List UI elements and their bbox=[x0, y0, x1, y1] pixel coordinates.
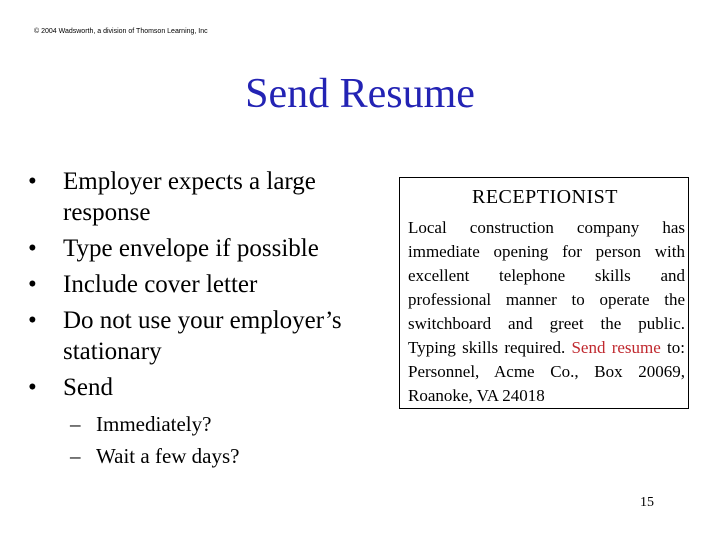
bullet-marker: • bbox=[28, 374, 37, 401]
dash-marker: – bbox=[70, 444, 81, 468]
bullet-list bbox=[28, 166, 388, 408]
bullet-item bbox=[28, 269, 388, 300]
bullet-text: Type envelope if possible bbox=[63, 235, 319, 262]
ad-body bbox=[408, 216, 685, 408]
bullet-marker: • bbox=[28, 307, 37, 334]
bullet-item bbox=[28, 166, 388, 228]
sub-bullet-text: Wait a few days? bbox=[96, 444, 240, 468]
dash-marker: – bbox=[70, 412, 81, 436]
sub-bullet-list bbox=[70, 408, 240, 472]
bullet-text: Send bbox=[63, 374, 113, 401]
slide-title: Send Resume bbox=[245, 71, 475, 117]
sub-bullet-text: Immediately? bbox=[96, 412, 212, 436]
bullet-text: Employer expects a large response bbox=[63, 168, 316, 226]
sub-bullet-item bbox=[70, 408, 240, 440]
bullet-item bbox=[28, 305, 388, 367]
bullet-marker: • bbox=[28, 168, 37, 195]
ad-body-text-end: to: Personnel, Acme Co., Box 20069, Roanoke, VA 24018 bbox=[408, 338, 685, 405]
bullet-text: Do not use your employer’s stationary bbox=[63, 307, 342, 365]
ad-highlight: Send resume bbox=[571, 338, 661, 357]
copyright-notice: © 2004 Wadsworth, a division of Thomson Learning, Inc bbox=[34, 28, 208, 35]
sub-bullet-item bbox=[70, 440, 240, 472]
bullet-marker: • bbox=[28, 235, 37, 262]
bullet-item bbox=[28, 233, 388, 264]
ad-heading: RECEPTIONIST bbox=[472, 186, 618, 208]
job-ad-box bbox=[399, 177, 689, 409]
bullet-marker: • bbox=[28, 271, 37, 298]
ad-body-text: Local construction company has immediate opening for person with excellent telephone skills and professional manner to operate the switchboard and greet the public. Typing skills required. bbox=[408, 218, 685, 357]
bullet-item bbox=[28, 372, 388, 403]
page-number: 15 bbox=[640, 495, 654, 510]
bullet-text: Include cover letter bbox=[63, 271, 258, 298]
